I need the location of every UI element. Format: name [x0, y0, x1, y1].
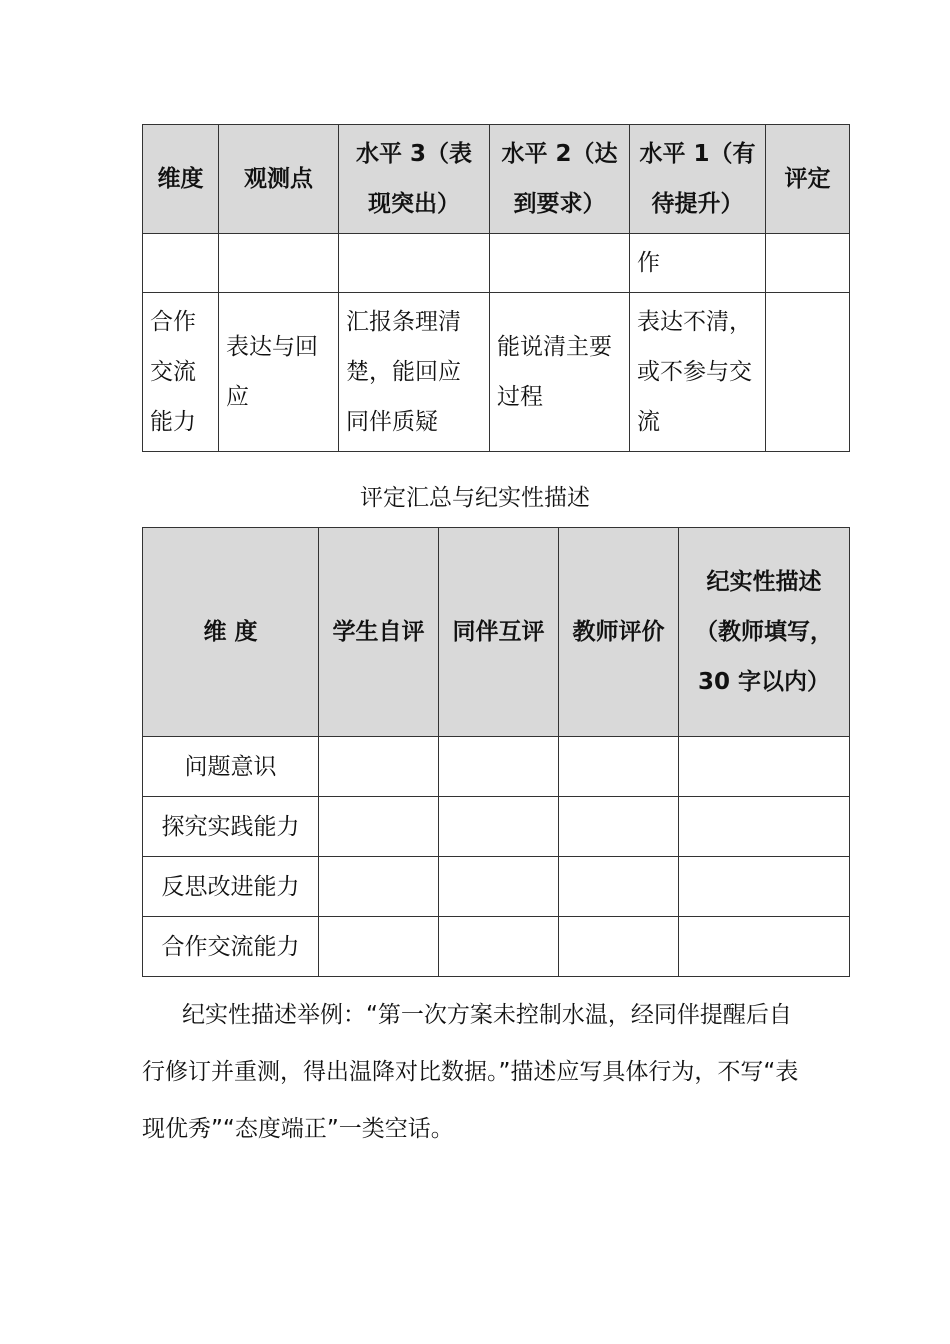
summary-title: 评定汇总与纪实性描述	[360, 485, 590, 511]
rubric-header-observation: 观测点	[219, 125, 339, 234]
rubric-cell	[219, 234, 339, 293]
summary-header-peer: 同伴互评	[439, 528, 559, 737]
rubric-cell	[143, 234, 219, 293]
summary-header-dimension: 维 度	[143, 528, 319, 737]
summary-dimension: 反思改进能力	[143, 857, 319, 917]
summary-cell[interactable]	[679, 917, 850, 977]
rubric-cell: 能说清主要过程	[490, 293, 630, 452]
rubric-header-level2: 水平 2（达到要求）	[490, 125, 630, 234]
rubric-table	[142, 124, 850, 452]
rubric-cell: 表达不清，或不参与交流	[630, 293, 766, 452]
summary-cell[interactable]	[439, 737, 559, 797]
rubric-cell: 合作交流能力	[143, 293, 219, 452]
summary-cell[interactable]	[679, 857, 850, 917]
table-row	[143, 234, 850, 293]
table-row	[143, 737, 850, 797]
summary-cell[interactable]	[319, 737, 439, 797]
rubric-header-level1: 水平 1（有待提升）	[630, 125, 766, 234]
summary-cell[interactable]	[439, 797, 559, 857]
summary-cell[interactable]	[559, 737, 679, 797]
rubric-cell	[339, 234, 490, 293]
summary-cell[interactable]	[559, 797, 679, 857]
rubric-cell-rating[interactable]	[766, 293, 850, 452]
table-row	[143, 857, 850, 917]
table-row	[143, 293, 850, 452]
summary-dimension: 问题意识	[143, 737, 319, 797]
summary-cell[interactable]	[319, 917, 439, 977]
summary-cell[interactable]	[319, 797, 439, 857]
example-paragraph: 纪实性描述举例：“第一次方案未控制水温，经同伴提醒后自行修订并重测，得出温降对比数据。”描述应写具体行为，不写“表现优秀”“态度端正”一类空话。	[142, 1002, 799, 1142]
rubric-header-level3: 水平 3（表现突出）	[339, 125, 490, 234]
summary-cell[interactable]	[559, 917, 679, 977]
rubric-header-rating: 评定	[766, 125, 850, 234]
table-row	[143, 917, 850, 977]
summary-header-self: 学生自评	[319, 528, 439, 737]
summary-cell[interactable]	[559, 857, 679, 917]
rubric-cell: 表达与回应	[219, 293, 339, 452]
rubric-header-dimension: 维度	[143, 125, 219, 234]
rubric-header-row	[143, 125, 850, 234]
summary-table	[142, 527, 850, 977]
rubric-cell	[490, 234, 630, 293]
rubric-cell: 汇报条理清楚，能回应同伴质疑	[339, 293, 490, 452]
summary-header-teacher: 教师评价	[559, 528, 679, 737]
summary-dimension: 合作交流能力	[143, 917, 319, 977]
summary-cell[interactable]	[439, 857, 559, 917]
summary-cell[interactable]	[679, 797, 850, 857]
rubric-cell: 作	[630, 234, 766, 293]
rubric-cell-rating[interactable]	[766, 234, 850, 293]
summary-cell[interactable]	[439, 917, 559, 977]
summary-header-description: 纪实性描述（教师填写，30 字以内）	[679, 528, 850, 737]
summary-cell[interactable]	[319, 857, 439, 917]
summary-cell[interactable]	[679, 737, 850, 797]
summary-dimension: 探究实践能力	[143, 797, 319, 857]
table-row	[143, 797, 850, 857]
summary-header-row	[143, 528, 850, 737]
